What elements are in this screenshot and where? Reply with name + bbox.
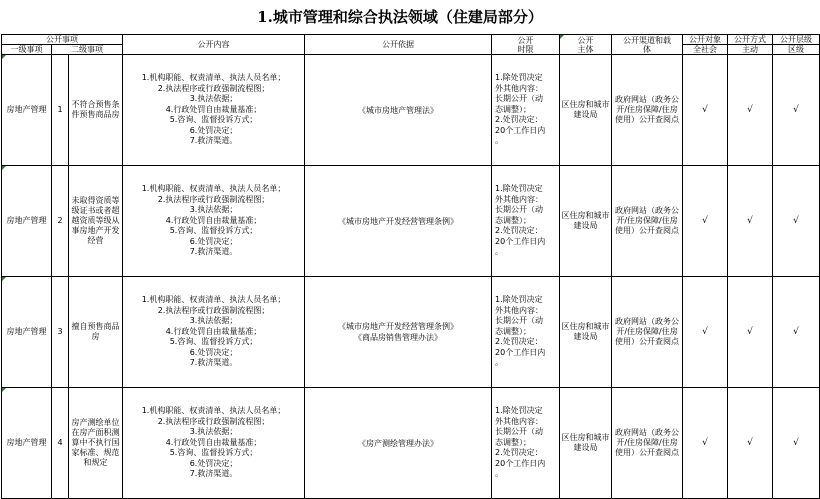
content-cell <box>123 277 305 388</box>
basis-cell-line: 《城市房地产开发经营管理条例》 <box>338 216 459 226</box>
subject-cell: 区住房和城市建设局 <box>560 166 612 277</box>
content-cell-line: 3.执法依据； <box>189 316 238 326</box>
content-cell-line: 3.执法依据； <box>189 205 238 215</box>
content-cell-line: 2.执法程序或行政强制流程图； <box>157 194 270 204</box>
content-cell <box>123 388 305 499</box>
content-cell-line: 1.机构职能、权责清单、执法人员名单； <box>141 295 286 305</box>
header-period: 公开 时限 <box>492 35 560 55</box>
basis-cell-line: 《城市房地产开发经营管理条例》 <box>338 322 459 331</box>
level2-cell: 不符合预售条件预售商品房 <box>69 55 123 166</box>
header-content: 公开内容 <box>123 35 305 55</box>
period-cell-line: 长期公开（动 <box>495 427 544 437</box>
table-row <box>2 388 820 499</box>
period-cell-line: 20个工作日内 <box>495 347 546 357</box>
channel-cell: 政府网站（政务公开/住房保障/住房使用）公开查阅点 <box>612 166 683 277</box>
table-row <box>2 55 820 166</box>
level-check: √ <box>773 166 820 277</box>
content-cell-line: 1.机构职能、权责清单、执法人员名单； <box>141 184 286 194</box>
content-cell-line: 3.执法依据； <box>189 427 238 437</box>
subject-cell: 区住房和城市建设局 <box>560 55 612 166</box>
header-level-scope: 区级 <box>773 45 820 55</box>
content-cell-line: 7.救济渠道。 <box>189 136 238 146</box>
row-number: 4 <box>52 388 69 499</box>
period-cell-line: 。 <box>495 358 504 368</box>
header-level: 公开层级 <box>773 35 820 45</box>
content-cell-line: 7.救济渠道。 <box>189 358 238 368</box>
content-cell-line: 1.机构职能、权责清单、执法人员名单； <box>141 73 286 83</box>
period-cell-line: 外其他内容： <box>495 83 544 93</box>
period-cell <box>492 55 560 166</box>
subject-cell: 区住房和城市建设局 <box>560 277 612 388</box>
period-cell <box>492 166 560 277</box>
content-cell-line: 5.咨询、监督投诉方式； <box>169 115 258 125</box>
period-cell-line: 20个工作日内 <box>495 458 546 468</box>
level2-cell: 房产测绘单位在房产面积测算中不执行国家标准、规范和规定 <box>69 388 123 499</box>
period-cell-line: 长期公开（动 <box>495 94 544 104</box>
row-number: 3 <box>52 277 69 388</box>
content-cell-line: 5.咨询、监督投诉方式； <box>169 226 258 236</box>
header-basis: 公开依据 <box>305 35 492 55</box>
period-cell-line: 2.处罚决定： <box>495 448 543 458</box>
header-method: 公开方式 <box>728 35 773 45</box>
header-item-group: 公开事项 <box>2 35 123 45</box>
channel-cell: 政府网站（政务公开/住房保障/住房使用）公开查阅点 <box>612 388 683 499</box>
content-cell-line: 6.处罚决定； <box>189 236 238 246</box>
period-cell-line: 。 <box>495 469 504 479</box>
basis-cell <box>305 277 492 388</box>
level2-cell: 擅自预售商品房 <box>69 277 123 388</box>
channel-cell: 政府网站（政务公开/住房保障/住房使用）公开查阅点 <box>612 55 683 166</box>
level-check: √ <box>773 55 820 166</box>
period-cell-line: 1.除处罚决定 <box>495 73 543 83</box>
level1-cell: 房地产管理 <box>2 166 52 277</box>
period-cell <box>492 277 560 388</box>
period-cell-line: 20个工作日内 <box>495 236 546 246</box>
basis-cell-line: 《城市房地产管理法》 <box>358 105 439 115</box>
period-cell-line: 。 <box>495 136 504 146</box>
period-cell-line: 20个工作日内 <box>495 125 546 135</box>
target-check: √ <box>683 277 728 388</box>
period-cell-line: 态调整）； <box>495 104 532 114</box>
content-cell-line: 6.处罚决定； <box>189 347 238 357</box>
period-cell <box>492 388 560 499</box>
period-cell-line: 。 <box>495 247 504 257</box>
period-cell-line: 1.除处罚决定 <box>495 184 543 194</box>
target-check: √ <box>683 166 728 277</box>
period-cell-line: 2.处罚决定： <box>495 226 543 236</box>
period-cell-line: 态调整）； <box>495 326 532 336</box>
method-check: √ <box>728 55 773 166</box>
channel-cell: 政府网站（政务公开/住房保障/住房使用）公开查阅点 <box>612 277 683 388</box>
level1-cell: 房地产管理 <box>2 55 52 166</box>
basis-cell-line: 《商品房销售管理办法》 <box>354 333 443 342</box>
content-cell-line: 4.行政处罚自由裁量基准； <box>165 326 262 336</box>
content-cell-line: 6.处罚决定； <box>189 125 238 135</box>
content-cell-line: 7.救济渠道。 <box>189 469 238 479</box>
period-cell-line: 1.除处罚决定 <box>495 406 543 416</box>
period-cell-line: 外其他内容： <box>495 416 544 426</box>
content-cell-line: 4.行政处罚自由裁量基准； <box>165 437 262 447</box>
period-cell-line: 外其他内容： <box>495 194 544 204</box>
basis-cell <box>305 55 492 166</box>
basis-cell <box>305 166 492 277</box>
subject-cell: 区住房和城市建设局 <box>560 388 612 499</box>
content-cell-line: 2.执法程序或行政强制流程图； <box>157 83 270 93</box>
content-cell-line: 5.咨询、监督投诉方式； <box>169 448 258 458</box>
disclosure-table <box>1 34 820 499</box>
basis-cell <box>305 388 492 499</box>
content-cell-line: 2.执法程序或行政强制流程图； <box>157 416 270 426</box>
header-level1: 一级事项 <box>2 45 52 55</box>
row-number: 2 <box>52 166 69 277</box>
period-cell-line: 2.处罚决定： <box>495 337 543 347</box>
table-row <box>2 277 820 388</box>
content-cell <box>123 55 305 166</box>
period-cell-line: 态调整）； <box>495 215 532 225</box>
content-cell-line: 7.救济渠道。 <box>189 247 238 257</box>
header-subject: 公开 主体 <box>560 35 612 55</box>
content-cell-line: 1.机构职能、权责清单、执法人员名单； <box>141 406 286 416</box>
page-title: 1.城市管理和综合执法领域（住建局部分） <box>257 8 543 26</box>
table-row <box>2 166 820 277</box>
header-target: 公开对象 <box>683 35 728 45</box>
target-check: √ <box>683 55 728 166</box>
period-cell-line: 外其他内容： <box>495 305 544 315</box>
content-cell-line: 6.处罚决定； <box>189 458 238 468</box>
period-cell-line: 长期公开（动 <box>495 316 544 326</box>
level-check: √ <box>773 277 820 388</box>
period-cell-line: 1.除处罚决定 <box>495 295 543 305</box>
header-level2: 二级事项 <box>52 45 123 55</box>
level-check: √ <box>773 388 820 499</box>
row-number: 1 <box>52 55 69 166</box>
content-cell-line: 3.执法依据； <box>189 94 238 104</box>
period-cell-line: 态调整）； <box>495 437 532 447</box>
level1-cell: 房地产管理 <box>2 277 52 388</box>
level2-cell: 未取得资质等级证书或者超越资质等级从事房地产开发经营 <box>69 166 123 277</box>
content-cell-line: 4.行政处罚自由裁量基准； <box>165 215 262 225</box>
basis-cell-line: 《房产测绘管理办法》 <box>358 438 439 448</box>
content-cell <box>123 166 305 277</box>
method-check: √ <box>728 388 773 499</box>
method-check: √ <box>728 277 773 388</box>
target-check: √ <box>683 388 728 499</box>
period-cell-line: 2.处罚决定： <box>495 115 543 125</box>
method-check: √ <box>728 166 773 277</box>
header-method-type: 主动 <box>728 45 773 55</box>
content-cell-line: 2.执法程序或行政强制流程图； <box>157 305 270 315</box>
content-cell-line: 5.咨询、监督投诉方式； <box>169 337 258 347</box>
header-channel: 公开渠道和载 体 <box>612 35 683 55</box>
level1-cell: 房地产管理 <box>2 388 52 499</box>
header-target-scope: 全社会 <box>683 45 728 55</box>
period-cell-line: 长期公开（动 <box>495 205 544 215</box>
content-cell-line: 4.行政处罚自由裁量基准； <box>165 104 262 114</box>
